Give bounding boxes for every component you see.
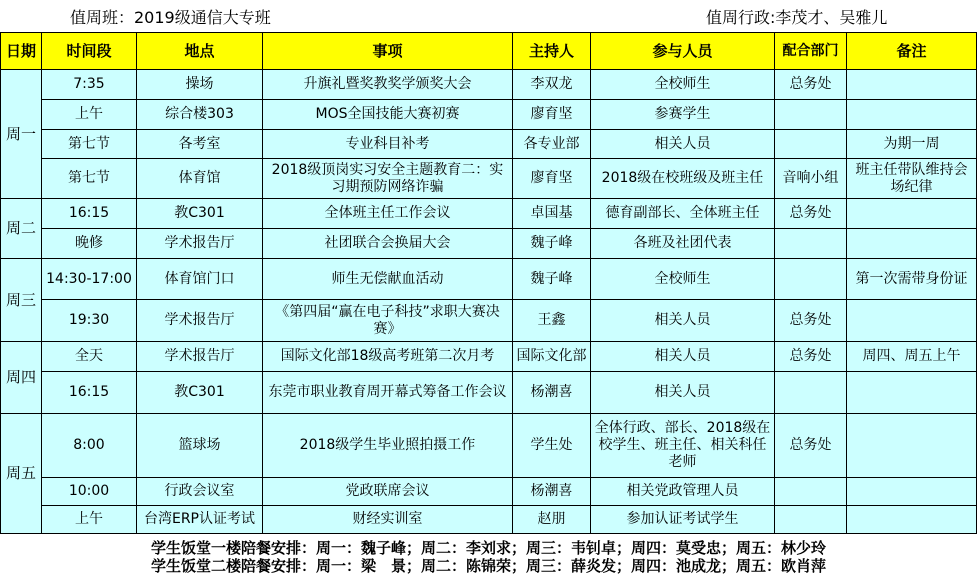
header-row (1, 33, 977, 70)
cell-dept: 总务处 (775, 300, 847, 342)
cell-host: 杨潮喜 (513, 372, 591, 414)
cell-dept: 总务处 (775, 342, 847, 372)
cell-time: 14:30-17:00 (42, 259, 137, 300)
cell-host: 卓国基 (513, 199, 591, 229)
cell-note: 第一次需带身份证 (847, 259, 977, 300)
cell-item: 东莞市职业教育周开幕式筹备工作会议 (263, 372, 513, 414)
day-cell-thu: 周四 (1, 342, 42, 414)
cell-time: 16:15 (42, 372, 137, 414)
day-cell-wed: 周三 (1, 259, 42, 342)
table-row (1, 506, 977, 534)
cell-dept (775, 478, 847, 506)
cell-host: 各专业部 (513, 130, 591, 159)
cell-people: 相关人员 (591, 372, 775, 414)
cell-item: 专业科目补考 (263, 130, 513, 159)
cell-people: 德育副部长、全体班主任 (591, 199, 775, 229)
cell-note (847, 414, 977, 478)
table-row (1, 70, 977, 100)
day-cell-fri: 周五 (1, 414, 42, 534)
cell-note (847, 300, 977, 342)
cell-item: 全体班主任工作会议 (263, 199, 513, 229)
cell-dept: 总务处 (775, 70, 847, 100)
table-row (1, 229, 977, 259)
cell-note (847, 506, 977, 534)
cell-people: 各班及社团代表 (591, 229, 775, 259)
cell-people: 全体行政、部长、2018级在校学生、班主任、相关科任老师 (591, 414, 775, 478)
cell-time: 7:35 (42, 70, 137, 100)
cell-item: 国际文化部18级高考班第二次月考 (263, 342, 513, 372)
cell-time: 上午 (42, 506, 137, 534)
cell-host: 赵朋 (513, 506, 591, 534)
cell-people: 2018级在校班级及班主任 (591, 159, 775, 199)
col-host: 主持人 (513, 33, 591, 70)
schedule-header (0, 0, 977, 32)
cell-people: 相关人员 (591, 130, 775, 159)
cell-item: 2018级顶岗实习安全主题教育二：实习期预防网络诈骗 (263, 159, 513, 199)
cell-note (847, 70, 977, 100)
cell-time: 10:00 (42, 478, 137, 506)
cell-place: 篮球场 (137, 414, 263, 478)
col-place: 地点 (137, 33, 263, 70)
table-row (1, 259, 977, 300)
cell-dept (775, 506, 847, 534)
cell-dept (775, 259, 847, 300)
col-dept: 配合部门 (775, 33, 847, 70)
cell-host: 魏子峰 (513, 229, 591, 259)
cell-time: 第七节 (42, 130, 137, 159)
cell-host: 学生处 (513, 414, 591, 478)
cell-place: 学术报告厅 (137, 342, 263, 372)
schedule-table (0, 32, 977, 534)
cell-place: 教C301 (137, 372, 263, 414)
cell-item: 财经实训室 (263, 506, 513, 534)
cell-note: 周四、周五上午 (847, 342, 977, 372)
day-cell-mon: 周一 (1, 70, 42, 199)
canteen-floor2: 学生饭堂二楼陪餐安排：周一：梁 景；周二：陈锦荣；周三：薛炎发；周四：池成龙；周五：欧肖萍 (150, 557, 826, 575)
cell-dept (775, 130, 847, 159)
table-row (1, 300, 977, 342)
duty-class: 值周班：2019级通信大专班 (70, 8, 271, 27)
cell-note (847, 478, 977, 506)
cell-item: 党政联席会议 (263, 478, 513, 506)
cell-people: 参加认证考试学生 (591, 506, 775, 534)
duty-admin: 值周行政:李茂才、吴雅儿 (706, 8, 888, 27)
cell-people: 全校师生 (591, 259, 775, 300)
cell-place: 行政会议室 (137, 478, 263, 506)
col-people: 参与人员 (591, 33, 775, 70)
cell-note: 班主任带队维持会场纪律 (847, 159, 977, 199)
cell-people: 相关人员 (591, 300, 775, 342)
canteen-arrangement (0, 539, 977, 575)
cell-dept: 总务处 (775, 414, 847, 478)
col-note: 备注 (847, 33, 977, 70)
cell-time: 16:15 (42, 199, 137, 229)
cell-note (847, 199, 977, 229)
cell-time: 晚修 (42, 229, 137, 259)
cell-people: 全校师生 (591, 70, 775, 100)
cell-people: 相关党政管理人员 (591, 478, 775, 506)
cell-note (847, 372, 977, 414)
cell-people: 相关人员 (591, 342, 775, 372)
cell-place: 体育馆门口 (137, 259, 263, 300)
cell-host: 魏子峰 (513, 259, 591, 300)
cell-people: 参赛学生 (591, 100, 775, 130)
cell-time: 全天 (42, 342, 137, 372)
table-row (1, 130, 977, 159)
cell-place: 体育馆 (137, 159, 263, 199)
col-time: 时间段 (42, 33, 137, 70)
cell-note: 为期一周 (847, 130, 977, 159)
day-cell-tue: 周二 (1, 199, 42, 259)
table-row (1, 159, 977, 199)
cell-place: 操场 (137, 70, 263, 100)
cell-note (847, 229, 977, 259)
cell-host: 国际文化部 (513, 342, 591, 372)
cell-item: MOS全国技能大赛初赛 (263, 100, 513, 130)
cell-host: 廖育坚 (513, 100, 591, 130)
table-row (1, 478, 977, 506)
table-row (1, 372, 977, 414)
cell-host: 李双龙 (513, 70, 591, 100)
cell-place: 教C301 (137, 199, 263, 229)
cell-dept (775, 229, 847, 259)
cell-host: 廖育坚 (513, 159, 591, 199)
cell-dept (775, 100, 847, 130)
cell-host: 杨潮喜 (513, 478, 591, 506)
cell-time: 8:00 (42, 414, 137, 478)
cell-item: 师生无偿献血活动 (263, 259, 513, 300)
cell-item: 升旗礼暨奖教奖学颁奖大会 (263, 70, 513, 100)
cell-dept (775, 372, 847, 414)
col-date: 日期 (1, 33, 42, 70)
cell-time: 上午 (42, 100, 137, 130)
cell-item: 社团联合会换届大会 (263, 229, 513, 259)
cell-dept: 总务处 (775, 199, 847, 229)
cell-item: 2018级学生毕业照拍摄工作 (263, 414, 513, 478)
cell-place: 综合楼303 (137, 100, 263, 130)
cell-host: 王鑫 (513, 300, 591, 342)
cell-place: 台湾ERP认证考试 (137, 506, 263, 534)
table-row (1, 199, 977, 229)
table-row (1, 414, 977, 478)
cell-item: 《第四届“赢在电子科技”求职大赛决赛》 (263, 300, 513, 342)
cell-time: 第七节 (42, 159, 137, 199)
table-row (1, 342, 977, 372)
cell-time: 19:30 (42, 300, 137, 342)
table-row (1, 100, 977, 130)
cell-place: 各考室 (137, 130, 263, 159)
cell-place: 学术报告厅 (137, 229, 263, 259)
canteen-floor1: 学生饭堂一楼陪餐安排：周一：魏子峰；周二：李刘求；周三：韦钊卓；周四：莫受忠；周五：林少玲 (150, 539, 826, 557)
cell-place: 学术报告厅 (137, 300, 263, 342)
cell-note (847, 100, 977, 130)
cell-dept: 音响小组 (775, 159, 847, 199)
col-item: 事项 (263, 33, 513, 70)
